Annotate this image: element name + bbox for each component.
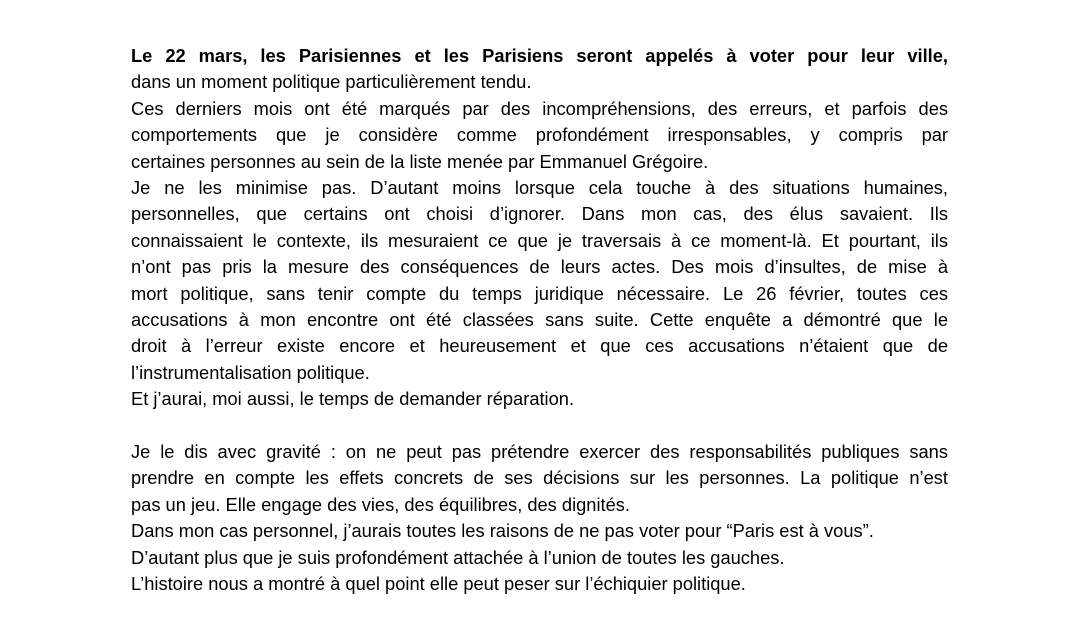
text-line-headline: Le 22 mars, les Parisiennes et les Parisiens seront appelés à voter pour leur ville, — [131, 45, 948, 66]
text-line: l’instrumentalisation politique. — [131, 361, 370, 383]
paragraph-1 — [131, 43, 948, 413]
text-line: Dans mon cas personnel, j’aurais toutes les raisons de ne pas voter pour “Paris est à vous”. — [131, 520, 874, 542]
text-line: D’autant plus que je suis profondément attachée à l’union de toutes les gauches. — [131, 546, 785, 568]
text-line: certaines personnes au sein de la liste menée par Emmanuel Grégoire. — [131, 150, 709, 172]
text-line: personnelles, que certains ont choisi d’ignorer. Dans mon cas, des élus savaient. Ils — [131, 203, 948, 225]
text-line: Et j’aurai, moi aussi, le temps de demander réparation. — [131, 388, 575, 410]
paragraph-spacer — [131, 413, 948, 439]
text-line: comportements que je considère comme profondément irresponsables, y compris par — [131, 124, 948, 146]
text-line: n’ont pas pris la mesure des conséquences de leurs actes. Des mois d’insultes, de mise à — [131, 256, 948, 278]
text-line: dans un moment politique particulièrement tendu. — [131, 71, 532, 93]
text-line: L’histoire nous a montré à quel point elle peut peser sur l’échiquier politique. — [131, 573, 746, 595]
text-line: droit à l’erreur existe encore et heureusement et que ces accusations n’étaient que de — [131, 335, 948, 357]
text-line: accusations à mon encontre ont été classées sans suite. Cette enquête a démontré que le — [131, 309, 948, 331]
statement-document — [131, 43, 948, 598]
text-line: Je le dis avec gravité : on ne peut pas prétendre exercer des responsabilités publiques sans — [131, 441, 948, 463]
text-line: mort politique, sans tenir compte du temps juridique nécessaire. Le 26 février, toutes ces — [131, 282, 948, 304]
paragraph-2 — [131, 439, 948, 597]
text-line: connaissaient le contexte, ils mesuraient ce que je traversais à ce moment-là. Et pourtant, ils — [131, 229, 948, 251]
text-line: Ces derniers mois ont été marqués par des incompréhensions, des erreurs, et parfois des — [131, 97, 948, 119]
text-line: pas un jeu. Elle engage des vies, des équilibres, des dignités. — [131, 493, 630, 515]
text-line: prendre en compte les effets concrets de ses décisions sur les personnes. La politique n’est — [131, 467, 948, 489]
text-line: Je ne les minimise pas. D’autant moins lorsque cela touche à des situations humaines, — [131, 177, 948, 199]
